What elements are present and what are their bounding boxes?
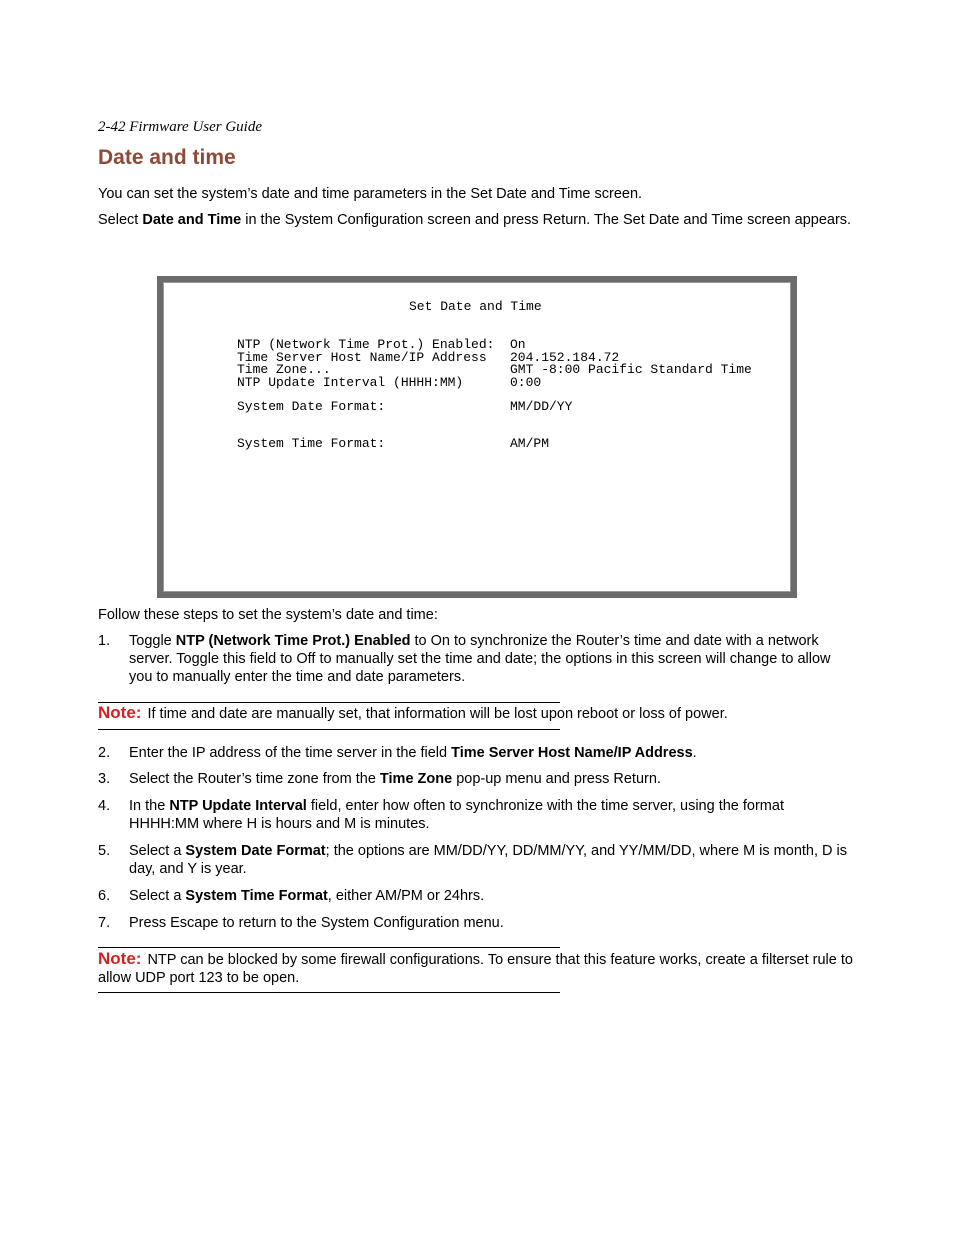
instruction-paragraph [98, 211, 858, 229]
text-run: . [692, 745, 697, 761]
note-top-rule [98, 947, 560, 948]
time-server-value: 204.152.184.72 [510, 349, 620, 365]
text-run: field, enter how often to synchronize with the time server, using the format HHHH:MM where H is hours and M is minutes. [129, 798, 784, 832]
text-run: Select [98, 212, 143, 228]
step-text [129, 797, 856, 833]
note-text: If time and date are manually set, that information will be lost upon reboot or loss of power. [147, 706, 728, 722]
step-number: 1. [98, 633, 111, 649]
text-run: Select the Router’s time zone from the [129, 771, 380, 787]
bold-term: System Date Format [185, 843, 326, 859]
text-run: to On to synchronize the Router’s time and date with a network server. Toggle this field to Off to manually set the time and date; the options in this screen will change to allow you to manually enter the time and date parameters. [129, 633, 831, 685]
time-server-label: Time Server Host Name/IP Address [237, 349, 487, 365]
note-top-rule [98, 702, 560, 703]
note-label: Note: [98, 703, 142, 722]
terminal-title: Set Date and Time [409, 299, 542, 314]
section-title: Date and time [98, 146, 236, 169]
ntp-enabled-value: On [510, 337, 526, 352]
update-interval-label: NTP Update Interval (HHHH:MM) [237, 374, 464, 390]
step-number: 7. [98, 915, 111, 931]
step-number: 6. [98, 888, 111, 904]
note-label: Note: [98, 949, 142, 968]
bold-term: Time Server Host Name/IP Address [451, 745, 693, 761]
text-run: Toggle [129, 633, 176, 649]
step-text [129, 887, 856, 905]
note-1 [98, 704, 858, 723]
step-text [129, 842, 856, 878]
bold-term: Date and Time [142, 212, 242, 228]
step-number: 5. [98, 843, 111, 859]
text-run: pop-up menu and press Return. [452, 771, 661, 787]
steps-intro: Follow these steps to set the system’s date and time: [98, 607, 438, 623]
time-zone-label: Time Zone... [237, 362, 331, 377]
bold-term: System Time Format [185, 888, 328, 904]
note-bottom-rule [98, 729, 560, 730]
step-text [129, 632, 856, 686]
bold-term: NTP Update Interval [169, 798, 307, 814]
text-run: Press Escape to return to the System Configuration menu. [129, 915, 504, 931]
date-format-label: System Date Format: [237, 399, 386, 414]
note-bottom-rule [98, 992, 560, 993]
update-interval-value: 0:00 [510, 374, 542, 390]
bold-term: Time Zone [379, 771, 453, 787]
text-run: ; the options are MM/DD/YY, DD/MM/YY, and YY/MM/DD, where M is month, D is day, and Y is year. [129, 843, 848, 877]
text-run: Enter the IP address of the time server in the field [129, 745, 452, 761]
step-number: 3. [98, 771, 111, 787]
time-format-label: System Time Format: [237, 436, 386, 451]
text-run: Select a [129, 888, 186, 904]
running-header: 2-42 Firmware User Guide [98, 119, 263, 135]
date-format-value: MM/DD/YY [510, 399, 573, 414]
text-run: in the System Configuration screen and press Return. The Set Date and Time screen appears. [241, 212, 852, 228]
ntp-enabled-label: NTP (Network Time Prot.) Enabled: [237, 337, 495, 352]
bold-term: NTP (Network Time Prot.) Enabled [175, 633, 411, 649]
terminal-screen [157, 276, 797, 598]
text-run: In the [129, 798, 170, 814]
note-2 [98, 950, 858, 987]
text-run: Select a [129, 843, 186, 859]
note-text: NTP can be blocked by some firewall configurations. To ensure that this feature works, create a filterset rule to allow UDP port 123 to be open. [98, 952, 853, 986]
step-number: 2. [98, 745, 111, 761]
time-format-value: AM/PM [510, 436, 550, 451]
step-text [129, 914, 856, 932]
step-text [129, 744, 856, 762]
text-run: , either AM/PM or 24hrs. [327, 888, 485, 904]
intro-paragraph: You can set the system’s date and time parameters in the Set Date and Time screen. [98, 186, 643, 202]
terminal-inner-frame [163, 282, 791, 592]
time-zone-value: GMT -8:00 Pacific Standard Time [510, 362, 752, 377]
step-number: 4. [98, 798, 111, 814]
step-text [129, 770, 856, 788]
